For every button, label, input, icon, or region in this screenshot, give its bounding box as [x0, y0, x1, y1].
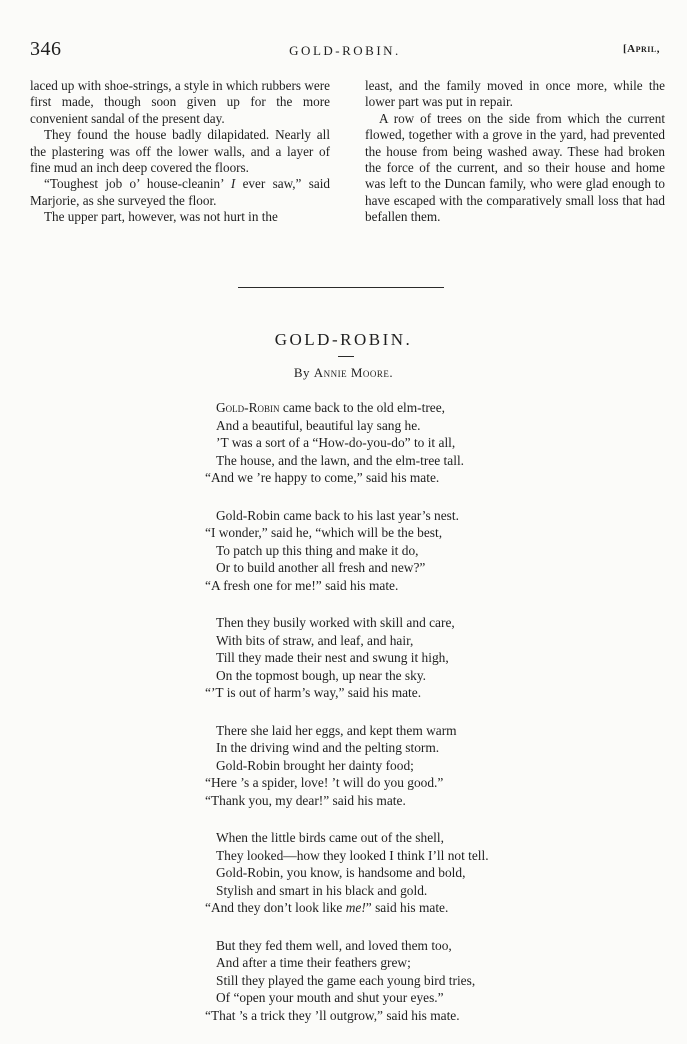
poem-line: Of “open your mouth and shut your eyes.”: [216, 990, 444, 1005]
paragraph: least, and the family moved in once more, while the lower part was put in repair.: [365, 78, 665, 110]
poem-stanza: [205, 507, 605, 595]
running-title: GOLD-ROBIN.: [289, 43, 401, 58]
poem-line: Till they made their nest and swung it high,: [216, 650, 449, 665]
poem-opening-word: Gold-Robin: [216, 400, 280, 415]
poem-line: “A fresh one for me!” said his mate.: [205, 577, 399, 593]
page-number: 346: [30, 38, 62, 60]
poem-line: With bits of straw, and leaf, and hair,: [216, 632, 414, 648]
poem-line: “Thank you, my dear!” said his mate.: [205, 792, 406, 808]
poem-line: On the topmost bough, up near the sky.: [216, 667, 427, 683]
poem-line: There she laid her eggs, and kept them warm: [216, 722, 457, 738]
poem-line: When the little birds came out of the shell,: [216, 830, 444, 845]
poem-line: “And we ’re happy to come,” said his mate.: [205, 470, 440, 485]
poem-line: [205, 399, 605, 417]
right-column: [365, 78, 665, 226]
poem-line: And after a time their feathers grew;: [216, 955, 411, 970]
poem-line: ’T was a sort of a “How-do-you-do” to it all,: [216, 435, 456, 450]
poem-line: The house, and the lawn, and the elm-tree tall.: [216, 452, 465, 468]
poem-stanza: [205, 614, 605, 702]
poem-body: [205, 399, 605, 1044]
paragraph: They found the house badly dilapidated. Nearly all the plastering was off the lower walls, and a layer of fine mud an inch deep covered the floors.: [30, 127, 330, 176]
byline-prefix: By: [293, 365, 310, 380]
issue-month: [April,: [623, 43, 660, 55]
poem-line: Then they busily worked with skill and care,: [216, 615, 455, 630]
poem-line: And a beautiful, beautiful lay sang he.: [216, 417, 421, 433]
poem-line: Or to build another all fresh and new?”: [216, 560, 426, 575]
paragraph: “Toughest job o’ house-cleanin’ I ever saw,” said Marjorie, as she surveyed the floor.: [30, 176, 330, 208]
poem-line: “Here ’s a spider, love! ’t will do you good.”: [205, 775, 444, 790]
paragraph: A row of trees on the side from which the current flowed, together with a grove in the yard, had prevented the house from being washed away. These had broken the force of the current, and so their house and home was left to the Duncan family, who were glad enough to have escaped with the comparatively small loss that had befallen them.: [365, 110, 665, 225]
poem-line: They looked—how they looked I think I’ll not tell.: [216, 847, 489, 863]
poem-stanza: [205, 722, 605, 810]
page-header: [30, 38, 660, 62]
poem-line: In the driving wind and the pelting storm.: [216, 740, 440, 755]
paragraph: The upper part, however, was not hurt in the: [44, 209, 278, 225]
poem-line: Gold-Robin came back to his last year’s nest.: [216, 507, 459, 523]
poem-line: Gold-Robin brought her dainty food;: [216, 757, 414, 773]
poem-stanza: [205, 399, 605, 487]
emphasis: I: [230, 176, 236, 192]
poem-line: Gold-Robin, you know, is handsome and bold,: [216, 865, 466, 880]
author-name: Annie Moore.: [313, 365, 394, 380]
poem-line: “I wonder,” said he, “which will be the best,: [205, 525, 443, 540]
poem-line: Stylish and smart in his black and gold.: [216, 882, 428, 898]
poem-line: “’T is out of harm’s way,” said his mate.: [205, 685, 422, 700]
poem-line-text: came back to the old elm-tree,: [282, 400, 446, 415]
poem-line: Still they played the game each young bird tries,: [216, 972, 476, 988]
poem-line: But they fed them well, and loved them too,: [216, 937, 452, 953]
poem-stanza: [205, 829, 605, 917]
paragraph: laced up with shoe-strings, a style in which rubbers were first made, though soon given up for the more convenient sandal of the present day.: [30, 78, 330, 126]
poem-line: To patch up this thing and make it do,: [216, 542, 419, 558]
poem-line: “And they don’t look like me!” said his mate.: [205, 900, 449, 915]
byline: [0, 365, 687, 381]
poem-line: “That ’s a trick they ’ll outgrow,” said his mate.: [205, 1007, 460, 1023]
emphasis: me!: [345, 900, 366, 915]
left-column: [30, 78, 330, 226]
section-divider: [238, 287, 444, 288]
poem-title: GOLD-ROBIN.: [274, 330, 413, 349]
poem-stanza: [205, 937, 605, 1025]
title-rule: [338, 356, 354, 357]
